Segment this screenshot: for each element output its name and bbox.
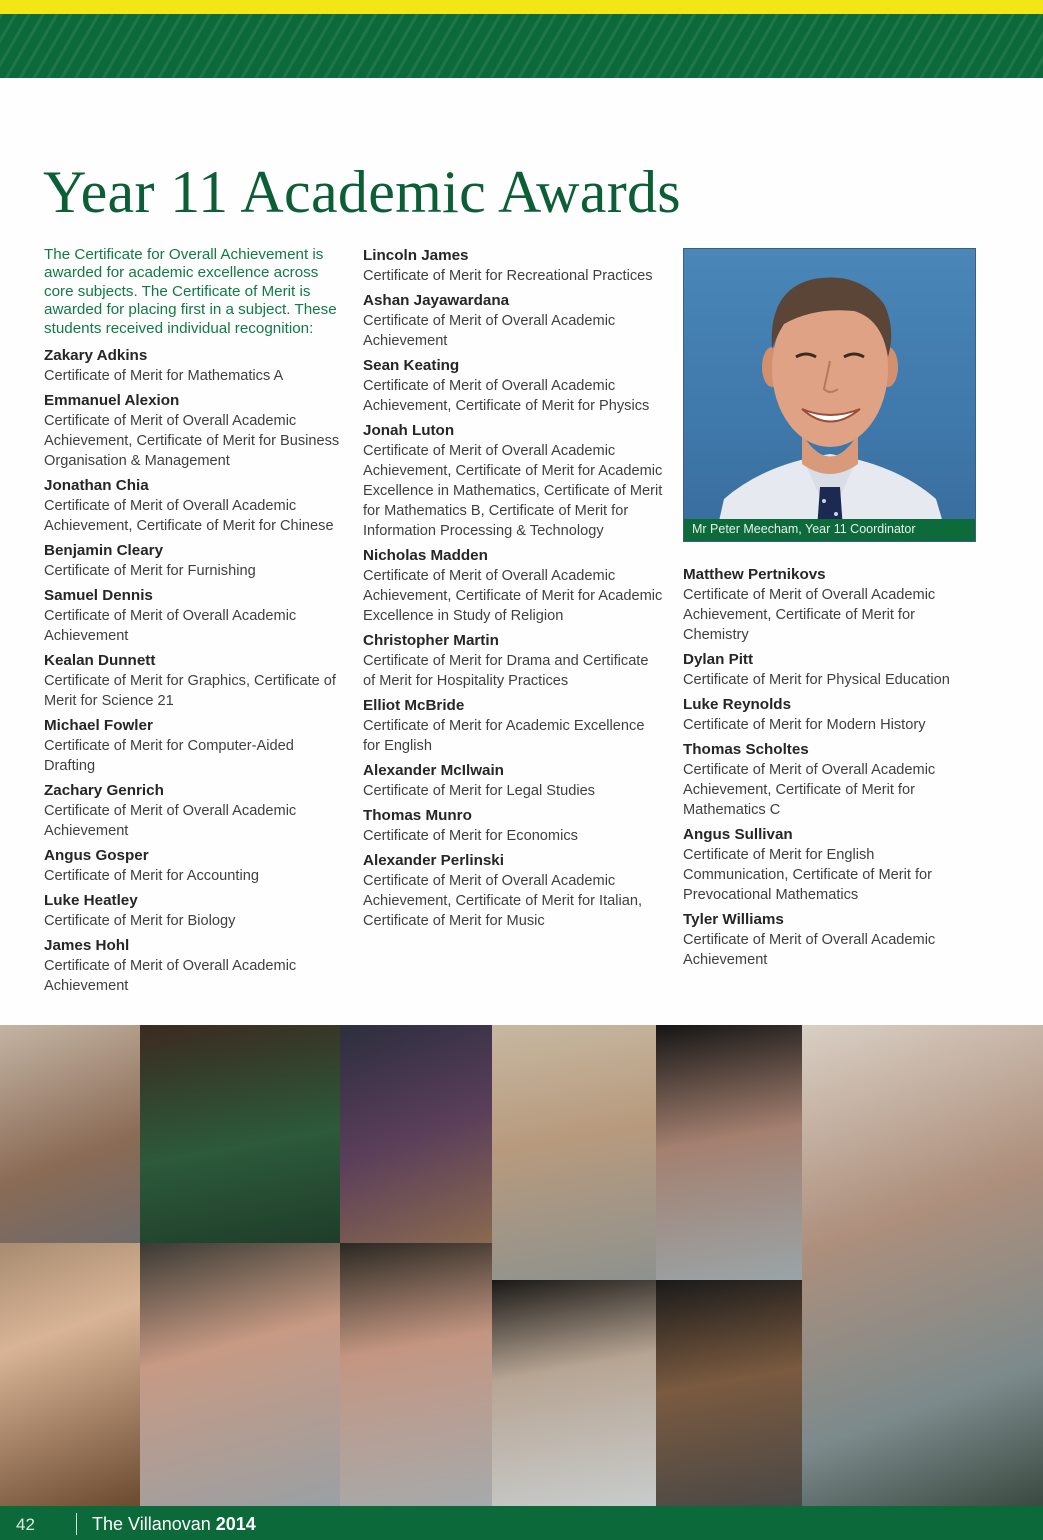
award-description: Certificate of Merit of Overall Academic Achievement [44,608,297,645]
student-name: Lincoln James [363,247,469,264]
award-description: Certificate of Merit of Overall Academic Achievement, Certificate of Merit for Chinese [44,498,334,535]
award-description: Certificate of Merit for Drama and Certificate of Merit for Hospitality Practices [363,653,649,689]
student-name: Benjamin Cleary [44,542,164,560]
award-description: Certificate of Merit for Recreational Practices [363,268,653,284]
portrait-caption: Mr Peter Meecham, Year 11 Coordinator [692,522,916,536]
student-name: Angus Sullivan [683,826,793,843]
student-name: James Hohl [44,937,130,955]
award-description: Certificate of Merit for Computer-Aided Drafting [44,738,294,775]
student-name: Thomas Munro [363,807,472,824]
award-description: Certificate of Merit for Physical Education [683,672,950,688]
award-entry [363,246,663,286]
intro-text: The Certificate for Overall Achievement is awarded for academic excellence across core subjects. The Certificate of Merit is awarded for placing first in a subject. These students received individual recognition: [44,246,337,337]
award-entry [44,541,344,581]
student-name: Christopher Martin [363,632,499,649]
footer-divider [76,1513,77,1535]
student-name: Tyler Williams [683,911,784,928]
collage-photo [656,1025,802,1280]
award-entry [683,825,983,905]
award-description: Certificate of Merit of Overall Academic Achievement, Certificate of Merit for Business Organisation & Management [44,413,340,470]
collage-photo [340,1243,492,1506]
student-name: Emmanuel Alexion [44,392,180,410]
award-entry [363,851,663,931]
award-description: Certificate of Merit of Overall Academic Achievement [363,313,616,349]
portrait-photo [684,249,976,542]
collage-photo [492,1280,656,1506]
student-name: Samuel Dennis [44,587,153,605]
award-description: Certificate of Merit of Overall Academic Achievement, Certificate of Merit for Physics [363,378,650,414]
student-name: Ashan Jayawardana [363,292,510,309]
award-description: Certificate of Merit for Modern History [683,717,926,733]
student-name: Luke Heatley [44,892,138,910]
collage-photo [492,1025,656,1280]
award-description: Certificate of Merit for Academic Excellence for English [363,718,645,754]
page-title: Year 11 Academic Awards [43,159,681,225]
student-name: Jonathan Chia [44,477,149,495]
award-entry [683,695,983,735]
award-entry [44,346,344,386]
student-name: Zakary Adkins [44,347,148,365]
award-entry [683,565,983,645]
student-name: Elliot McBride [363,697,465,714]
award-entry [363,421,663,541]
student-name: Nicholas Madden [363,547,488,564]
student-name: Jonah Luton [363,422,455,439]
award-entry [44,716,344,776]
publication-name: The Villanovan [92,1514,211,1534]
student-name: Dylan Pitt [683,651,754,668]
awards-column-2 [363,246,663,936]
award-entry [363,806,663,846]
student-name: Alexander Perlinski [363,852,504,869]
award-entry [363,761,663,801]
award-entry [683,650,983,690]
collage-photo [0,1025,140,1243]
student-name: Sean Keating [363,357,460,374]
award-description: Certificate of Merit of Overall Academic Achievement, Certificate of Merit for Academic Excellence in Study of Religion [363,568,663,624]
award-entry [363,356,663,416]
award-entry [44,391,344,471]
award-description: Certificate of Merit of Overall Academic Achievement, Certificate of Merit for Italian, Certificate of Merit for Music [363,873,643,929]
student-name: Zachary Genrich [44,782,164,800]
award-entry [363,696,663,756]
award-description: Certificate of Merit for Accounting [44,868,259,885]
award-entry [44,936,344,996]
award-description: Certificate of Merit for Graphics, Certificate of Merit for Science 21 [44,673,336,710]
award-entry [44,586,344,646]
student-name: Luke Reynolds [683,696,792,713]
award-entry [683,740,983,820]
award-entry [44,651,344,711]
student-name: Alexander McIlwain [363,762,504,779]
award-description: Certificate of Merit of Overall Academic Achievement, Certificate of Merit for Chemistry [683,587,936,643]
top-green-band [0,14,1043,78]
coordinator-portrait [683,248,976,542]
student-photo-collage [0,1025,1043,1506]
award-description: Certificate of Merit for English Communication, Certificate of Merit for Prevocational Mathematics [683,847,932,903]
top-yellow-stripe [0,0,1043,14]
award-entry [44,476,344,536]
collage-photo [656,1280,802,1506]
award-description: Certificate of Merit of Overall Academic Achievement, Certificate of Merit for Mathematics C [683,762,936,818]
award-description: Certificate of Merit for Furnishing [44,563,256,580]
student-name: Matthew Pertnikovs [683,566,826,583]
award-description: Certificate of Merit of Overall Academic Achievement [44,958,297,995]
award-entry [44,846,344,886]
student-name: Angus Gosper [44,847,149,865]
award-description: Certificate of Merit for Legal Studies [363,783,595,799]
award-description: Certificate of Merit for Economics [363,828,578,844]
award-description: Certificate of Merit of Overall Academic Achievement, Certificate of Merit for Academic Excellence in Mathematics, Certificate of Merit for Mathematics B, Certificate of Merit for Information Processing & Technology [363,443,663,539]
award-entry [363,291,663,351]
collage-photo [140,1243,340,1506]
award-description: Certificate of Merit of Overall Academic Achievement [44,803,297,840]
award-description: Certificate of Merit of Overall Academic Achievement [683,932,936,968]
page-number: 42 [16,1515,35,1534]
award-entry [363,631,663,691]
award-description: Certificate of Merit for Mathematics A [44,368,284,385]
collage-photo [140,1025,340,1243]
portrait-caption-bar [684,519,975,541]
student-name: Kealan Dunnett [44,652,156,670]
publication-year: 2014 [215,1514,256,1534]
awards-column-3 [683,565,983,975]
collage-photo [802,1025,1043,1506]
student-name: Thomas Scholtes [683,741,809,758]
award-entry [363,546,663,626]
award-entry [44,891,344,931]
student-name: Michael Fowler [44,717,153,735]
collage-photo [0,1243,140,1506]
collage-photo [340,1025,492,1243]
award-description: Certificate of Merit for Biology [44,913,236,930]
award-entry [683,910,983,970]
award-entry [44,781,344,841]
publication-title [92,1514,256,1535]
awards-column-1 [44,246,344,1001]
